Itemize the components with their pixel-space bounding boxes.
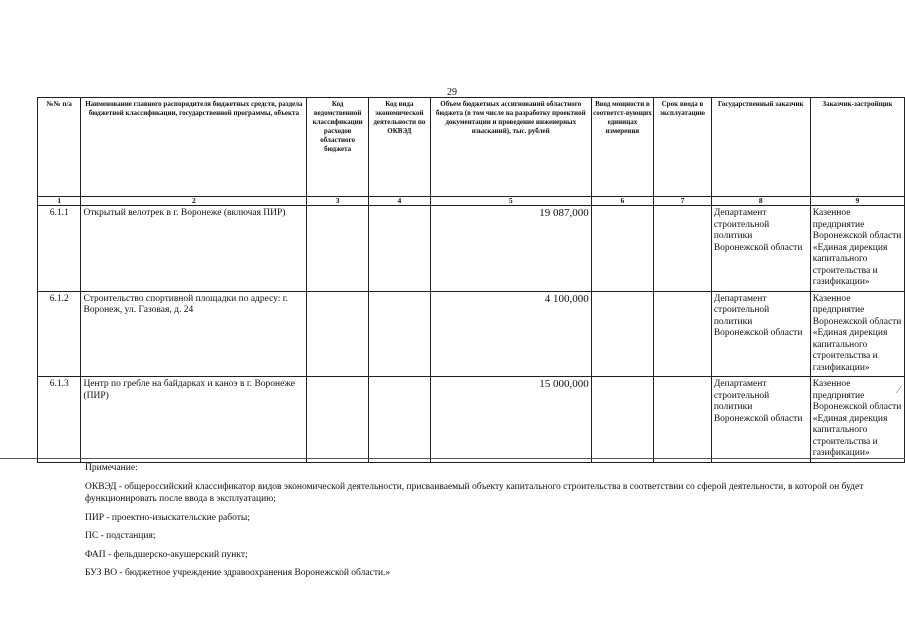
row-number: 6.1.3: [38, 377, 81, 463]
column-number: 2: [81, 197, 307, 206]
header-amount: Объем бюджетных ассигнований областного бюджета (в том числе на разработку проектной документации и проведение инженерных изысканий), тыс. рублей: [430, 98, 591, 197]
row-customer: Департамент строительной политики Воронежской области: [711, 206, 810, 292]
row-amount: 4 100,000: [430, 291, 591, 377]
note-line: ОКВЭД - общероссийский классификатор видов экономической деятельности, присваиваемый объекту капитального строительства в соответствии со сферой деятельности, в которой он будет функционировать после ввода в эксплуатацию;: [85, 481, 864, 504]
notes-title: Примечание:: [85, 463, 138, 473]
header-number: №№ п/а: [38, 98, 81, 197]
table-row: [38, 206, 905, 292]
row-capacity: [591, 377, 653, 463]
header-code-okved: Код вида экономической деятельности по ОКВЭД: [369, 98, 431, 197]
row-capacity: [591, 291, 653, 377]
row-object-name: Строительство спортивной площадки по адресу: г. Воронеж, ул. Газовая, д. 24: [81, 291, 307, 377]
column-number-row: [38, 197, 905, 206]
column-number: 5: [430, 197, 591, 206]
note-line: ПИР - проектно-изыскательские работы;: [85, 512, 250, 523]
row-customer: Департамент строительной политики Воронежской области: [711, 291, 810, 377]
row-developer: Казенное предприятие Воронежской области «Единая дирекция капитального строительства и газификации»: [810, 291, 904, 377]
table-row: [38, 377, 905, 463]
capital-construction-table: [37, 97, 905, 463]
row-developer: Казенное предприятие Воронежской области «Единая дирекция капитального строительства и газификации»: [810, 206, 904, 292]
column-number: 7: [654, 197, 712, 206]
row-amount: 19 087,000: [430, 206, 591, 292]
notes-section: [85, 462, 875, 580]
note-line: ПС - подстанция;: [85, 531, 156, 541]
row-code-okved: [369, 377, 431, 463]
header-customer: Государственный заказчик: [711, 98, 810, 197]
row-code-okved: [369, 291, 431, 377]
header-term: Срок ввода в эксплуатацию: [654, 98, 712, 197]
separator-line: [0, 458, 905, 459]
column-number: 6: [591, 197, 653, 206]
header-developer: Заказчик-застройщик: [810, 98, 904, 197]
scan-mark: ⁄: [898, 385, 900, 396]
row-object-name: Центр по гребле на байдарках и каноэ в г. Воронеже (ПИР): [81, 377, 307, 463]
column-number: 9: [810, 197, 904, 206]
row-amount: 15 000,000: [430, 377, 591, 463]
row-code-vedom: [307, 291, 369, 377]
row-capacity: [591, 206, 653, 292]
row-number: 6.1.1: [38, 206, 81, 292]
note-line: ФАП - фельдшерско-акушерский пункт;: [85, 549, 248, 560]
row-term: [654, 206, 712, 292]
row-developer: Казенное предприятие Воронежской области «Единая дирекция капитального строительства и газификации»: [810, 377, 904, 463]
row-object-name: Открытый велотрек в г. Воронеже (включая ПИР): [81, 206, 307, 292]
page-number: 29: [447, 87, 457, 98]
column-number: 8: [711, 197, 810, 206]
row-customer: Департамент строительной политики Воронежской области: [711, 377, 810, 463]
header-name: Наименование главного распорядителя бюджетных средств, раздела бюджетной классификации, государственной программы, объекта: [81, 98, 307, 197]
row-term: [654, 291, 712, 377]
row-term: [654, 377, 712, 463]
table-header-row: [38, 98, 905, 197]
row-code-vedom: [307, 377, 369, 463]
row-code-okved: [369, 206, 431, 292]
column-number: 1: [38, 197, 81, 206]
row-code-vedom: [307, 206, 369, 292]
note-line: БУЗ ВО - бюджетное учреждение здравоохранения Воронежской области.»: [85, 568, 391, 578]
header-code-vedom: Код ведомственной классификации расходов областного бюджета: [307, 98, 369, 197]
row-number: 6.1.2: [38, 291, 81, 377]
column-number: 3: [307, 197, 369, 206]
table-row: [38, 291, 905, 377]
column-number: 4: [369, 197, 431, 206]
header-capacity: Ввод мощности в соответст-вующих единицах измерения: [591, 98, 653, 197]
